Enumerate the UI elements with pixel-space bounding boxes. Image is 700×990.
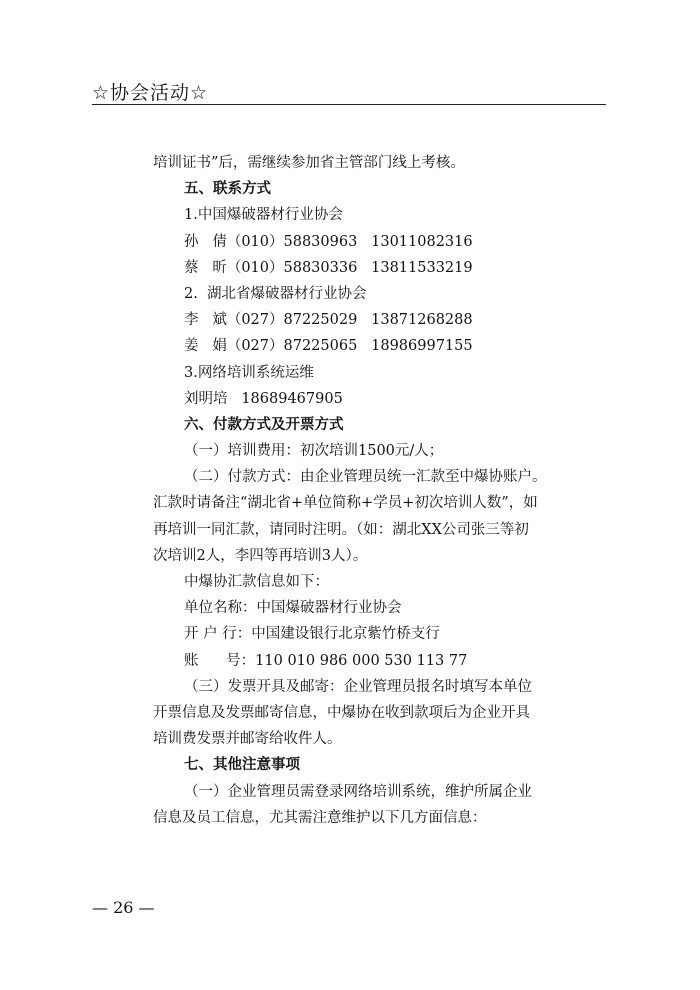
text-line: 信息及员工信息，尤其需注意维护以下几方面信息： — [153, 809, 487, 826]
text-line: 蔡 昕（010）58830336 13811533219 — [184, 259, 473, 276]
text-line: （一）培训费用：初次培训1500元/人； — [184, 443, 444, 460]
text-line: 刘明培 18689467905 — [184, 390, 343, 407]
page-number: — 26 — — [92, 898, 155, 917]
text-line: 开 户 行：中国建设银行北京紫竹桥支行 — [184, 626, 440, 643]
section-heading: 六、付款方式及开票方式 — [184, 416, 344, 433]
text-line: 2. 湖北省爆破器材行业协会 — [184, 285, 367, 302]
text-line: 中爆协汇款信息如下： — [184, 574, 329, 590]
text-line: 单位名称：中国爆破器材行业协会 — [184, 600, 402, 617]
text-line: 账 号：110 010 986 000 530 113 77 — [184, 652, 468, 669]
text-line: 培训证书”后，需继续参加省主管部门线上考核。 — [153, 155, 465, 171]
header-rule — [92, 104, 606, 105]
text-line: 孙 倩（010）58830963 13011082316 — [184, 233, 473, 250]
text-line: 再培训一同汇款，请同时注明。（如：湖北XX公司张三等初 — [153, 521, 529, 538]
text-line: 开票信息及发票邮寄信息，中爆协在收到款项后为企业开具 — [153, 704, 530, 721]
text-line: （一）企业管理员需登录网络培训系统，维护所属企业 — [184, 783, 532, 800]
text-line: 3.网络培训系统运维 — [184, 364, 314, 381]
text-line: 培训费发票并邮寄给收件人。 — [153, 731, 342, 748]
document-body — [153, 150, 573, 831]
text-line: 汇款时请备注“湖北省+单位简称+学员+初次培训人数”，如 — [153, 495, 538, 512]
text-line: 姜 娟（027）87225065 18986997155 — [184, 338, 473, 355]
section-header: ☆协会活动☆ — [92, 82, 209, 104]
section-heading: 五、联系方式 — [184, 181, 271, 198]
text-line: 1.中国爆破器材行业协会 — [184, 207, 343, 224]
text-line: 李 斌（027）87225029 13871268288 — [184, 312, 473, 329]
text-line: 次培训2人，李四等再培训3人）。 — [153, 547, 368, 564]
text-line: （二）付款方式：由企业管理员统一汇款至中爆协账户。 — [184, 469, 547, 486]
section-heading: 七、其他注意事项 — [184, 757, 300, 774]
text-line: （三）发票开具及邮寄：企业管理员报名时填写本单位 — [184, 678, 532, 695]
